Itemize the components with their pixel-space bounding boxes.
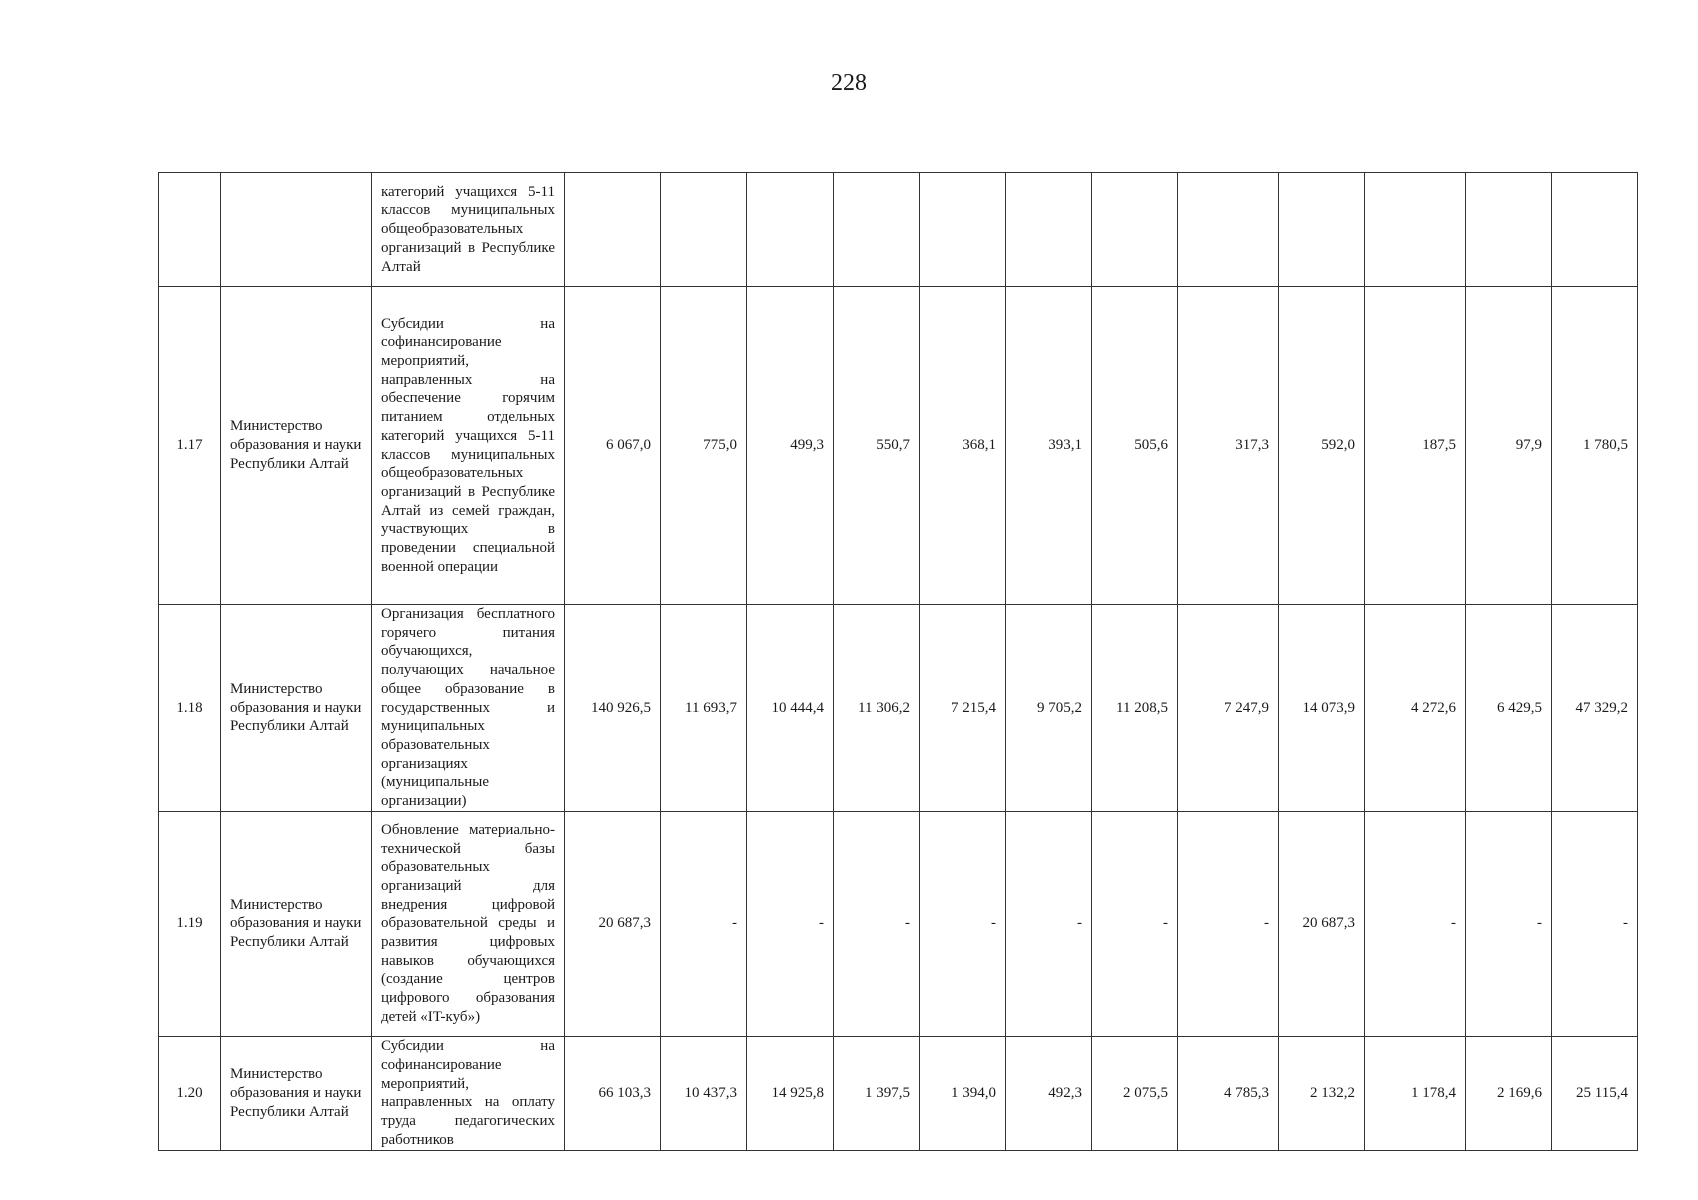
- row-value: 499,3: [747, 287, 834, 605]
- row-number: 1.20: [159, 1036, 221, 1150]
- table-row: [159, 173, 1638, 287]
- row-value: 66 103,3: [565, 1036, 661, 1150]
- row-value: [1006, 173, 1092, 287]
- row-description: Субсидии на софинансирование мероприятий, направленных на оплату труда педагогических работников: [372, 1036, 565, 1150]
- row-value: 4 272,6: [1365, 605, 1466, 812]
- row-description: Организация бесплатного горячего питания обучающихся, получающих начальное общее образование в государственных и муниципальных образовательных организациях (муниципальные организации): [372, 605, 565, 812]
- row-organization: [221, 173, 372, 287]
- row-value: 393,1: [1006, 287, 1092, 605]
- row-value: [920, 173, 1006, 287]
- row-value: 7 215,4: [920, 605, 1006, 812]
- row-value: -: [1466, 811, 1552, 1036]
- row-value: 11 306,2: [834, 605, 920, 812]
- row-value: -: [747, 811, 834, 1036]
- row-value: [1092, 173, 1178, 287]
- row-number: [159, 173, 221, 287]
- row-value: -: [661, 811, 747, 1036]
- table-row: [159, 287, 1638, 605]
- row-value: -: [1092, 811, 1178, 1036]
- row-number: 1.18: [159, 605, 221, 812]
- row-number: 1.17: [159, 287, 221, 605]
- row-value: 10 444,4: [747, 605, 834, 812]
- row-value: 2 169,6: [1466, 1036, 1552, 1150]
- row-value: -: [1365, 811, 1466, 1036]
- row-value: 6 067,0: [565, 287, 661, 605]
- row-value: [1552, 173, 1638, 287]
- row-description: Субсидии на софинансирование мероприятий, направленных на обеспечение горячим питанием отдельных категорий учащихся 5-11 классов муниципальных общеобразовательных организаций в Республике Алтай из семей граждан, участвующих в проведении специальной военной операции: [372, 287, 565, 605]
- row-value: 9 705,2: [1006, 605, 1092, 812]
- row-value: 6 429,5: [1466, 605, 1552, 812]
- row-value: 20 687,3: [565, 811, 661, 1036]
- row-value: -: [834, 811, 920, 1036]
- row-value: 368,1: [920, 287, 1006, 605]
- row-value: 492,3: [1006, 1036, 1092, 1150]
- row-value: [565, 173, 661, 287]
- row-value: 14 073,9: [1279, 605, 1365, 812]
- row-value: 1 397,5: [834, 1036, 920, 1150]
- row-value: -: [1178, 811, 1279, 1036]
- row-value: 1 394,0: [920, 1036, 1006, 1150]
- row-value: 11 693,7: [661, 605, 747, 812]
- row-value: 550,7: [834, 287, 920, 605]
- row-value: 20 687,3: [1279, 811, 1365, 1036]
- row-description: Обновление материально-технической базы образовательных организаций для внедрения цифровой образовательной среды и развития цифровых навыков обучающихся (создание центров цифрового образования детей «IT-куб»): [372, 811, 565, 1036]
- row-organization: Министерство образования и науки Республики Алтай: [221, 287, 372, 605]
- row-value: [1365, 173, 1466, 287]
- row-value: 140 926,5: [565, 605, 661, 812]
- table-row: [159, 1036, 1638, 1150]
- row-value: [661, 173, 747, 287]
- row-value: 10 437,3: [661, 1036, 747, 1150]
- row-value: -: [1006, 811, 1092, 1036]
- row-value: 317,3: [1178, 287, 1279, 605]
- row-value: 11 208,5: [1092, 605, 1178, 812]
- table-row: [159, 605, 1638, 812]
- row-value: 2 132,2: [1279, 1036, 1365, 1150]
- row-value: 1 780,5: [1552, 287, 1638, 605]
- row-organization: Министерство образования и науки Республики Алтай: [221, 605, 372, 812]
- row-value: [1466, 173, 1552, 287]
- row-value: 505,6: [1092, 287, 1178, 605]
- row-value: 7 247,9: [1178, 605, 1279, 812]
- row-organization: Министерство образования и науки Республики Алтай: [221, 1036, 372, 1150]
- row-value: 2 075,5: [1092, 1036, 1178, 1150]
- row-organization: Министерство образования и науки Республики Алтай: [221, 811, 372, 1036]
- row-value: 97,9: [1466, 287, 1552, 605]
- row-value: 25 115,4: [1552, 1036, 1638, 1150]
- row-value: 775,0: [661, 287, 747, 605]
- row-value: [834, 173, 920, 287]
- row-value: 187,5: [1365, 287, 1466, 605]
- row-value: [747, 173, 834, 287]
- table-row: [159, 811, 1638, 1036]
- page-number: 228: [831, 70, 867, 96]
- row-value: 47 329,2: [1552, 605, 1638, 812]
- row-value: 592,0: [1279, 287, 1365, 605]
- row-number: 1.19: [159, 811, 221, 1036]
- row-value: 4 785,3: [1178, 1036, 1279, 1150]
- row-value: [1279, 173, 1365, 287]
- row-value: 1 178,4: [1365, 1036, 1466, 1150]
- row-value: -: [1552, 811, 1638, 1036]
- row-value: 14 925,8: [747, 1036, 834, 1150]
- budget-table: [158, 172, 1638, 1151]
- row-description: категорий учащихся 5-11 классов муниципальных общеобразовательных организаций в Республике Алтай: [372, 173, 565, 287]
- row-value: [1178, 173, 1279, 287]
- row-value: -: [920, 811, 1006, 1036]
